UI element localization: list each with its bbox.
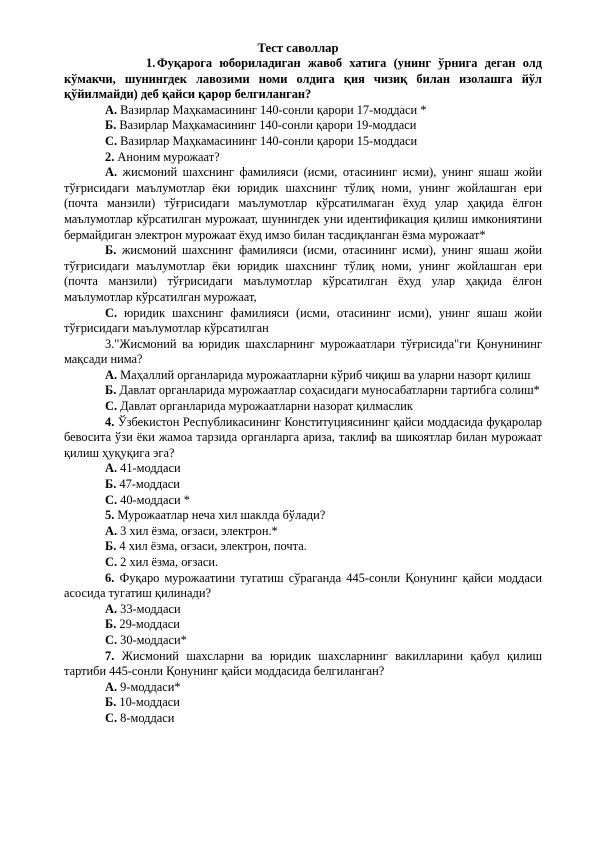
option-label: А.: [105, 367, 118, 382]
question-number: 6.: [105, 570, 115, 585]
option-text: Маҳаллий органларида мурожаатларни кўриб чиқиш ва уларни назорт қилиш: [120, 367, 531, 382]
question-6: [64, 571, 542, 602]
option-text: Давлат органларида мурожаатларни назорат қилмаслик: [120, 399, 413, 414]
question-5-option-c: [64, 555, 542, 571]
option-label: А.: [105, 601, 118, 616]
question-3-option-c: [64, 399, 542, 415]
question-text: Жисмоний шахсларни ва юридик шахсларнинг вакилларини қабул қилиш тартиби 445-сонли Қонунинг қайси моддасида белгиланган?: [64, 648, 542, 679]
question-text: Фуқарога юбориладиган жавоб хатига (унинг ўрнига деган олд кўмакчи, шунингдек лавозими номи олдига қия чизиқ билан изолашга йўл қўйилмайди) деб қайси қарор белгиланган?: [64, 56, 542, 102]
option-text: 10-моддаси: [119, 695, 180, 710]
option-label: С.: [105, 492, 118, 507]
question-7-option-b: [64, 695, 542, 711]
question-5: [64, 508, 542, 524]
option-label: Б.: [105, 118, 117, 133]
option-label: А.: [105, 523, 118, 538]
option-text: юридик шахснинг фамилияси (исми, отасининг исми), унинг яшаш жойи тўғрисидаги маълумотлар кўрсатилган: [64, 305, 542, 336]
question-7-option-a: [64, 680, 542, 696]
question-4-option-a: [64, 461, 542, 477]
option-text: 33-моддаси: [120, 601, 181, 616]
question-list: [64, 56, 542, 727]
option-label: Б.: [105, 383, 117, 398]
option-text: 41-моддаси: [120, 461, 181, 476]
question-1-option-b: [64, 118, 542, 134]
question-4-option-c: [64, 493, 542, 509]
question-7: [64, 649, 542, 680]
question-2-option-b: [64, 243, 542, 305]
option-text: 29-моддаси: [119, 617, 180, 632]
question-3: [64, 337, 542, 368]
question-text: Аноним мурожаат?: [117, 149, 220, 164]
option-label: С.: [105, 399, 118, 414]
option-text: 8-моддаси: [120, 710, 175, 725]
option-text: 40-моддаси *: [120, 492, 190, 507]
question-3-option-b: [64, 383, 542, 399]
question-7-option-c: [64, 711, 542, 727]
question-6-option-a: [64, 602, 542, 618]
question-3-option-a: [64, 368, 542, 384]
question-6-option-b: [64, 617, 542, 633]
option-label: А.: [105, 165, 118, 180]
option-label: Б.: [105, 243, 117, 258]
question-5-option-b: [64, 539, 542, 555]
question-text: Ўзбекистон Республикасининг Конституциясининг қайси моддасида фуқаролар бевосита ўзи ёки жамоа тарзида органларга ариза, таклиф ва шикоятлар билан мурожаат қилиш ҳуқуқига эга?: [64, 414, 542, 460]
question-text: Фуқаро мурожаатини тугатиш сўраганда 445-сонли Қонунинг қайси моддаси асосида тугатиш қилинади?: [64, 570, 542, 601]
question-number: 1.: [146, 56, 156, 70]
option-label: С.: [105, 710, 118, 725]
option-label: Б.: [105, 617, 117, 632]
option-label: С.: [105, 632, 118, 647]
option-label: А.: [105, 679, 118, 694]
page-title: Тест саволлар: [257, 41, 339, 55]
option-text: Вазирлар Маҳкамасининг 140-сонли қарори 19-моддаси: [119, 118, 417, 133]
option-label: Б.: [105, 477, 117, 492]
option-label: С.: [105, 305, 118, 320]
option-text: 30-моддаси*: [120, 632, 187, 647]
option-text: жисмоний шахснинг фамилияси (исми, отасининг исми), унинг яшаш жойи тўғрисидаги маълумотлар ёки юридик шахснинг тўлиқ номи, унинг жойлашган ери (почта манзили) тўғрисидаги маълумотлар кўрсатилмаган ёхуд улар ҳақида ёлғон маълумотлар кўрсатилган мурожаат, шунингдек уни идентификация қилиш имкониятини бермайдиган электрон мурожаат ёхуд имзо билан тасдиқланган ёзма мурожаат*: [64, 165, 542, 242]
option-text: 2 хил ёзма, оғзаси.: [120, 555, 219, 569]
question-text: Мурожаатлар неча хил шаклда бўлади?: [117, 508, 326, 523]
option-label: С.: [105, 555, 118, 569]
option-label: A.: [105, 102, 118, 117]
question-number: 5.: [105, 508, 115, 523]
question-2-option-a: [64, 165, 542, 243]
question-text: 3."Жисмоний ва юридик шахсларнинг мурожаатлари тўғрисида"ги Қонунининг мақсади нима?: [64, 336, 542, 367]
question-5-option-a: [64, 524, 542, 540]
option-label: А.: [105, 461, 118, 476]
question-4-option-b: [64, 477, 542, 493]
question-1: [64, 56, 542, 103]
option-text: Вазирлар Маҳкамасининг 140-сонли қарори 15-моддаси: [120, 133, 418, 148]
question-2-option-c: [64, 306, 542, 337]
question-4: [64, 415, 542, 462]
question-6-option-c: [64, 633, 542, 649]
question-number: 7.: [105, 648, 115, 663]
option-label: Б.: [105, 695, 117, 710]
option-text: 9-моддаси*: [120, 679, 181, 694]
option-text: Давлат органларида мурожаатлар соҳасидаги муносабатларни тартибга солиш*: [119, 383, 540, 398]
option-text: 4 хил ёзма, оғзаси, электрон, почта.: [119, 539, 307, 554]
option-text: 3 хил ёзма, оғзаси, электрон.*: [120, 523, 278, 538]
option-label: С.: [105, 133, 118, 148]
question-2: [64, 150, 542, 166]
question-1-option-c: [64, 134, 542, 150]
option-text: 47-моддаси: [119, 477, 180, 492]
option-text: Вазирлар Маҳкамасининг 140-сонли қарори 17-моддаси *: [120, 102, 427, 117]
question-number: 4.: [105, 414, 115, 429]
question-1-option-a: [64, 103, 542, 119]
option-text: жисмоний шахснинг фамилияси (исми, отасининг исми), унинг яшаш жойи тўғрисидаги маълумотлар ёки юридик шахснинг тўлиқ номи, унинг жойлашган ери (почта манзили) тўғрисидаги маълумотлар кўрсатилган ёхуд улар ҳақида ёлғон маълумотлар кўрсатилган мурожаат,: [64, 243, 542, 304]
option-label: Б.: [105, 539, 117, 554]
question-number: 2.: [105, 149, 115, 164]
